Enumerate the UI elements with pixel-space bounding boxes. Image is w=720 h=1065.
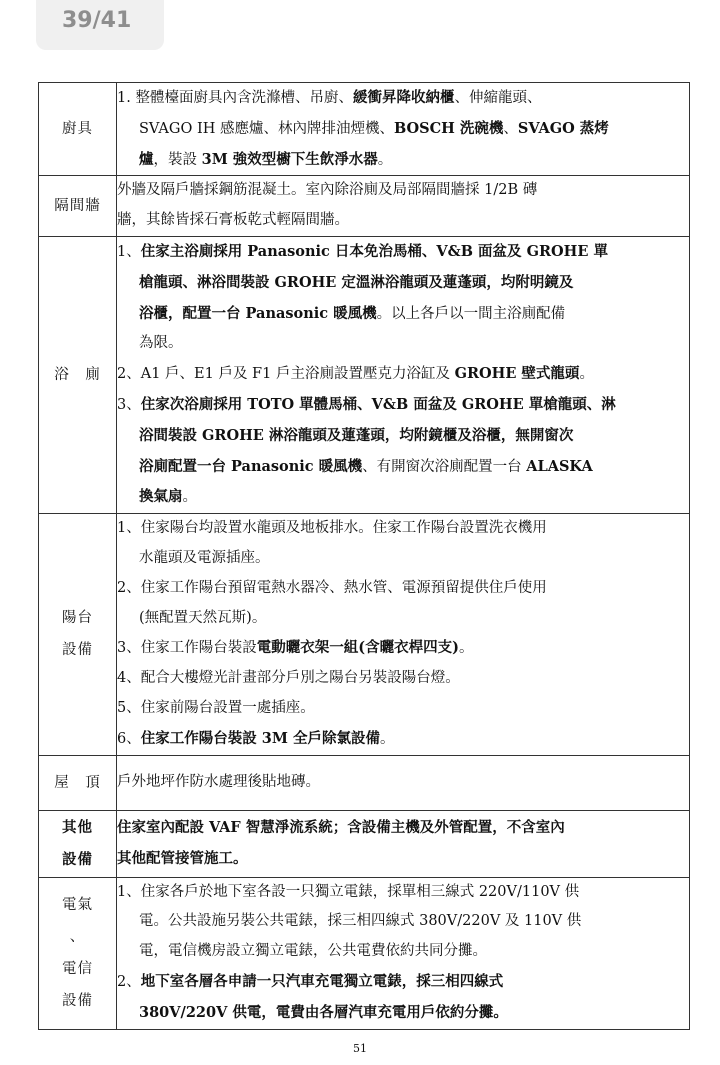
text-segment: 地下室各層各申請一只汽車充電獨立電錶，採三相四線式 [140,972,504,990]
spec-row [39,755,690,810]
row-label-line: 其他 [62,818,93,836]
content-line [117,937,689,967]
text-segment: BOSCH 洗碗機 [393,119,504,137]
row-label [39,877,117,1029]
content-line [117,299,689,330]
content-line [117,604,689,634]
text-segment: 、伸縮龍頭、 [454,90,542,106]
row-label-line: 電信 [62,961,93,978]
text-segment: 牆，其餘皆採石膏板乾式輕隔間牆。 [117,212,349,229]
content-line [117,694,689,724]
row-label-line: 設備 [62,993,93,1010]
content-line [117,176,689,206]
content-line [117,878,689,908]
text-segment: 。 [377,151,393,168]
content-line [117,421,689,452]
spec-row [39,176,690,237]
row-label [39,810,117,877]
text-segment: 。以上各戶以一間主浴廁配備 [376,305,566,322]
row-label-line: 陽台 [62,610,93,627]
text-segment: 1. 整體檯面廚具內含洗滌槽、吊廚、 [117,90,353,106]
row-label-line: 屋 頂 [54,774,101,791]
row-label-line: 廚具 [62,121,93,138]
text-segment: 其他配管接管施工。 [117,849,248,867]
row-content [117,810,690,877]
row-label [39,83,117,176]
text-segment: 住家工作陽台裝設 3M 全戶除氯設備 [140,729,380,747]
row-label [39,514,117,755]
text-segment: 3、住家工作陽台裝設 [117,640,257,657]
text-segment: 2、住家工作陽台預留電熱水器冷、熱水管、電源預留提供住戶使用 [117,579,547,596]
text-segment: 電動曬衣架一組(含曬衣桿四支) [256,639,459,657]
text-segment: 浴櫃，配置一台 Panasonic 暖風機 [139,304,377,322]
row-label-line: 隔間牆 [54,198,101,215]
content-line [117,268,689,299]
content-line [117,544,689,574]
page-counter-badge [36,0,164,50]
text-segment: 3、 [117,396,141,413]
row-label [39,236,117,513]
text-segment: 2、A1 戶、E1 戶及 F1 戶主浴廁設置壓克力浴缸及 [117,366,455,383]
text-segment: 。 [458,640,474,657]
text-segment: 水龍頭及電源插座。 [139,549,270,566]
text-segment: 1、住家各戶於地下室各設一只獨立電錶，採單相三線式 220V/110V 供 [117,883,580,900]
content-line [117,768,689,798]
content-line [117,145,689,176]
text-segment: ALASKA [526,457,593,475]
content-line [117,114,689,145]
spec-row [39,514,690,755]
content-line [117,998,689,1029]
text-segment: 爐 [139,150,154,168]
content-line [117,83,689,114]
text-segment: 3M 強效型櫥下生飲淨水器 [201,150,378,168]
text-segment: 電。公共設施另裝公共電錶，採三相四線式 380V/220V 及 110V 供 [139,913,582,930]
text-segment: 浴廁配置一台 Panasonic 暖風機 [139,457,363,475]
content-line [117,452,689,483]
text-segment: 。 [579,366,594,383]
content-line [117,514,689,544]
row-content [117,176,690,237]
text-segment: SVAGO 蒸烤 [517,119,609,137]
text-segment: 2、 [117,973,141,990]
text-segment: 、有開窗次浴廁配置一台 [362,458,527,475]
page-number: 51 [353,1042,367,1055]
text-segment: ，裝設 [153,151,202,168]
text-segment: 1、 [117,243,141,260]
row-content [117,755,690,810]
text-segment: 。 [379,730,395,747]
row-label-line: 、 [69,929,86,946]
row-content [117,514,690,755]
row-content [117,236,690,513]
content-line [117,359,689,390]
text-segment: 換氣扇 [139,488,183,506]
text-segment: 緩衝昇降收納櫃 [352,89,455,106]
text-segment: 浴間裝設 GROHE 淋浴龍頭及蓮蓬頭，均附鏡櫃及浴櫃，無開窗次 [139,426,574,444]
text-segment: 住家主浴廁採用 Panasonic 日本免治馬桶、V&B 面盆及 GROHE 單 [140,242,608,260]
content-line [117,206,689,236]
row-label [39,176,117,237]
text-segment: 4、配合大樓燈光計畫部分戶別之陽台另裝設陽台燈。 [117,670,460,687]
content-line [117,574,689,604]
text-segment: 、 [503,120,518,137]
content-line [117,724,689,755]
text-segment: 5、住家前陽台設置一處插座。 [117,699,315,716]
row-label-line: 設備 [62,642,93,659]
content-line [117,633,689,664]
row-label-line: 電氣 [62,897,93,914]
page-counter-text: 39/41 [62,8,132,33]
text-segment: 住家次浴廁採用 TOTO 單體馬桶、V&B 面盆及 GROHE 單槍龍頭、淋 [140,395,616,413]
content-line [117,967,689,998]
content-line [117,329,689,359]
content-line [117,907,689,937]
spec-row [39,83,690,176]
row-label [39,755,117,810]
spec-row [39,877,690,1029]
row-content [117,877,690,1029]
text-segment: GROHE 壁式龍頭 [454,365,580,383]
content-line [117,482,689,513]
text-segment: (無配置天然瓦斯)。 [139,609,267,626]
spec-row [39,810,690,877]
row-content [117,83,690,176]
text-segment: 戶外地坪作防水處理後貼地磚。 [117,773,320,790]
text-segment: 。 [182,489,197,506]
spec-row [39,236,690,513]
text-segment: 1、住家陽台均設置水龍頭及地板排水。住家工作陽台設置洗衣機用 [117,520,547,537]
content-line [117,844,689,875]
content-line [117,390,689,421]
text-segment: 住家室內配設 VAF 智慧淨流系統；含設備主機及外管配置，不含室內 [117,818,565,836]
text-segment: 外牆及隔戶牆採鋼筋混凝土。室內除浴廁及局部隔間牆採 1/2B 磚 [117,182,538,199]
row-label-line: 浴 廁 [54,367,101,384]
specification-table [38,82,690,1030]
text-segment: 380V/220V 供電，電費由各層汽車充電用戶依約分攤。 [139,1003,508,1021]
text-segment: 槍龍頭、淋浴間裝設 GROHE 定溫淋浴龍頭及蓮蓬頭，均附明鏡及 [139,273,574,291]
content-line [117,664,689,694]
text-segment: 電，電信機房設立獨立電錶，公共電費依約共同分攤。 [139,943,487,960]
row-label-line: 設備 [62,850,93,868]
content-line [117,813,689,844]
content-line [117,237,689,268]
text-segment: SVAGO IH 感應爐、林內牌排油煙機、 [139,120,394,137]
text-segment: 為限。 [139,335,183,352]
text-segment: 6、 [117,730,141,747]
